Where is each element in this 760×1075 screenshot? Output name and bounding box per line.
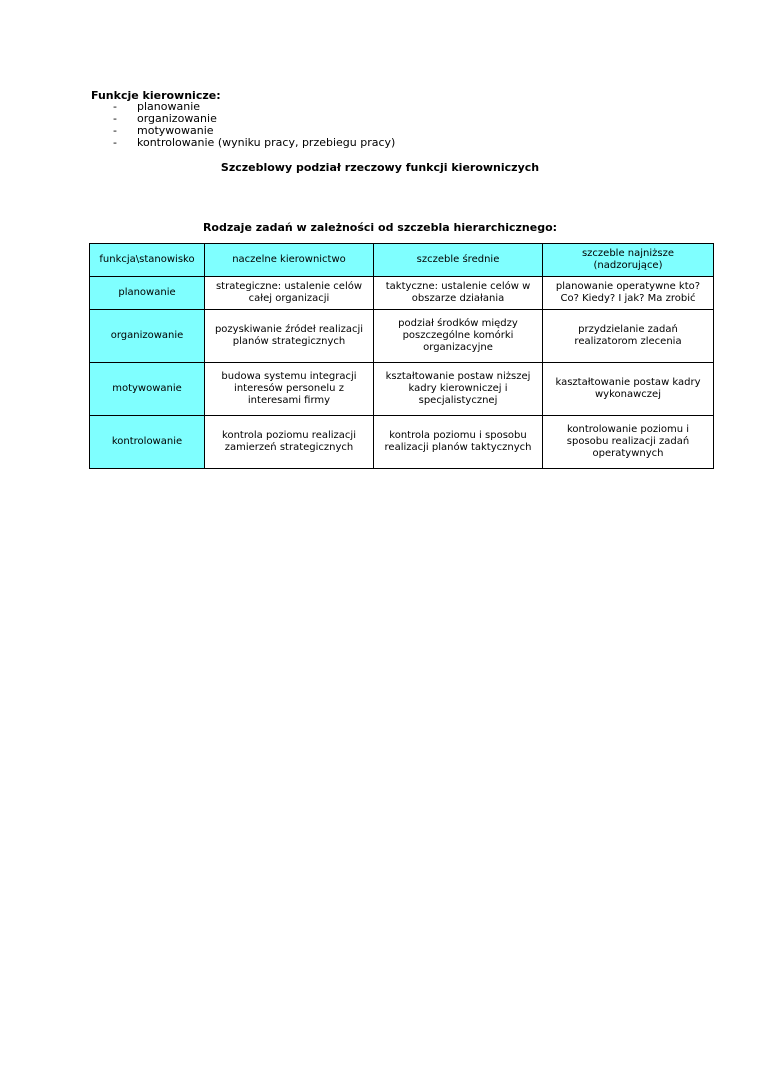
row-header: motywowanie (90, 363, 205, 416)
column-header: szczeble najniższe (nadzorujące) (543, 244, 714, 277)
table-header-row (90, 244, 714, 277)
list-item-label: organizowanie (137, 112, 217, 125)
table-cell: przydzielanie zadań realizatorom zlecenia (543, 310, 714, 363)
table-cell: taktyczne: ustalenie celów w obszarze działania (374, 277, 543, 310)
table-cell: budowa systemu integracji interesów personelu z interesami firmy (205, 363, 374, 416)
table-cell: planowanie operatywne kto? Co? Kiedy? I jak? Ma zrobić (543, 277, 714, 310)
list-item-label: motywowanie (137, 124, 214, 137)
tasks-table (89, 243, 714, 469)
list-dash: - (113, 136, 117, 149)
table-cell: kontrola poziomu realizacji zamierzeń strategicznych (205, 416, 374, 469)
table-cell: kontrola poziomu i sposobu realizacji planów taktycznych (374, 416, 543, 469)
table-cell: strategiczne: ustalenie celów całej organizacji (205, 277, 374, 310)
table-row (90, 277, 714, 310)
list-item-label: planowanie (137, 100, 201, 113)
table-cell: podział środków między poszczególne komórki organizacyjne (374, 310, 543, 363)
table-title: Rodzaje zadań w zależności od szczebla hierarchicznego: (202, 221, 558, 234)
column-header: szczeble średnie (374, 244, 543, 277)
list-item-label: kontrolowanie (wyniku pracy, przebiegu pracy) (137, 136, 396, 149)
table-cell: kontrolowanie poziomu i sposobu realizacji zadań operatywnych (543, 416, 714, 469)
section-title: Szczeblowy podział rzeczowy funkcji kierowniczych (220, 161, 540, 174)
row-header: organizowanie (90, 310, 205, 363)
list-dash: - (113, 100, 117, 113)
table-row (90, 310, 714, 363)
list-dash: - (113, 112, 117, 125)
functions-heading: Funkcje kierownicze: (91, 89, 221, 102)
list-item (110, 137, 395, 149)
table-cell: pozyskiwanie źródeł realizacji planów strategicznych (205, 310, 374, 363)
table-row (90, 363, 714, 416)
table-cell: kaształtowanie postaw kadry wykonawczej (543, 363, 714, 416)
table-row (90, 416, 714, 469)
list-dash: - (113, 124, 117, 137)
table-cell: kształtowanie postaw niższej kadry kierowniczej i specjalistycznej (374, 363, 543, 416)
column-header: funkcja\stanowisko (90, 244, 205, 277)
row-header: kontrolowanie (90, 416, 205, 469)
row-header: planowanie (90, 277, 205, 310)
column-header: naczelne kierownictwo (205, 244, 374, 277)
functions-list (110, 101, 395, 149)
